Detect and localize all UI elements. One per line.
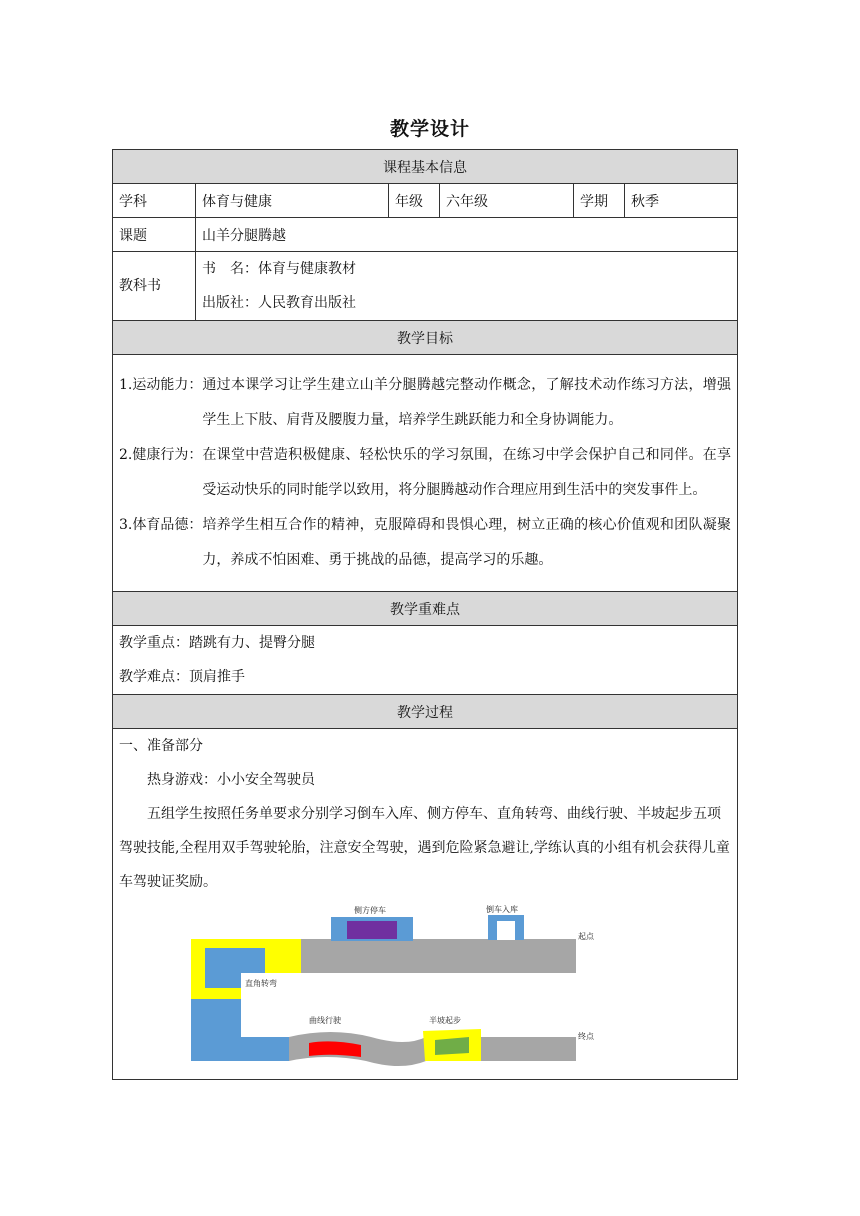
term-value: 秋季	[625, 184, 738, 218]
section-objectives	[113, 321, 738, 355]
section-process	[113, 695, 738, 729]
teaching-focus: 教学重点：踏跳有力、提臀分腿	[119, 635, 315, 651]
section-header: 教学目标	[113, 321, 738, 355]
section-header: 课程基本信息	[113, 150, 738, 184]
label-right-turn: 直角转弯	[245, 979, 277, 988]
side-parking-car	[347, 921, 397, 939]
objective-text: 在课堂中营造积极健康、轻松快乐的学习氛围，在练习中学会保护自己和同伴。在享受运动快乐的同时能学以致用，将分腿腾越动作合理应用到生活中的突发事件上。	[202, 447, 732, 498]
label-hill-start: 半坡起步	[429, 1016, 461, 1025]
objectives-row	[113, 355, 738, 592]
textbook-row	[113, 252, 738, 321]
objective-item	[119, 508, 731, 578]
objective-item	[119, 368, 731, 438]
book-name: 书 名：体育与健康教材	[202, 261, 356, 277]
section-basic-info	[113, 150, 738, 184]
label-start: 起点	[578, 932, 594, 941]
warmup-game: 热身游戏：小小安全驾驶员	[147, 772, 315, 788]
driving-course-diagram	[191, 905, 594, 1062]
reverse-parking-slot	[497, 921, 515, 940]
topic-label: 课题	[113, 218, 196, 252]
top-road	[301, 939, 576, 973]
game-description: 五组学生按照任务单要求分别学习倒车入库、侧方停车、直角转弯、曲线行驶、半坡起步五项驾驶技能,全程用双手驾驶轮胎，注意安全驾驶，遇到危险紧急避让,学练认真的小组有机会获得儿童车驾驶证奖励。	[119, 806, 730, 890]
objective-text: 培养学生相互合作的精神，克服障碍和畏惧心理，树立正确的核心价值观和团队凝聚力，养成不怕困难、勇于挑战的品德，提高学习的乐趣。	[202, 517, 732, 568]
curve-car	[309, 1041, 361, 1057]
key-points-row	[113, 626, 738, 695]
grade-value: 六年级	[440, 184, 574, 218]
topic-row	[113, 218, 738, 252]
label-curve: 曲线行驶	[309, 1016, 341, 1025]
term-label: 学期	[574, 184, 625, 218]
part-heading: 一、准备部分	[119, 738, 203, 754]
subject-value: 体育与健康	[196, 184, 389, 218]
lesson-plan-table	[112, 149, 738, 1080]
topic-value: 山羊分腿腾越	[196, 218, 738, 252]
objective-label: 3.体育品德：	[119, 517, 203, 533]
label-reverse-parking: 倒车入库	[486, 905, 518, 914]
objective-label: 1.运动能力：	[119, 377, 203, 393]
section-header: 教学过程	[113, 695, 738, 729]
subject-row	[113, 184, 738, 218]
objective-item	[119, 438, 731, 508]
publisher: 出版社：人民教育出版社	[202, 295, 356, 311]
textbook-label: 教科书	[119, 278, 161, 294]
document-title: 教学设计	[389, 118, 470, 140]
bottom-blue	[191, 1037, 289, 1061]
objective-text: 通过本课学习让学生建立山羊分腿腾越完整动作概念，了解技术动作练习方法，增强学生上下肢、肩背及腰腹力量，培养学生跳跃能力和全身协调能力。	[202, 377, 732, 428]
label-side-parking: 侧方停车	[354, 906, 386, 915]
process-row	[113, 729, 738, 1080]
teaching-difficulty: 教学难点：顶肩推手	[119, 669, 245, 685]
hill-start-car	[435, 1037, 469, 1055]
label-end: 终点	[578, 1032, 594, 1041]
section-header: 教学重难点	[113, 592, 738, 626]
subject-label: 学科	[113, 184, 196, 218]
section-key-points	[113, 592, 738, 626]
objective-label: 2.健康行为：	[119, 447, 203, 463]
grade-label: 年级	[389, 184, 440, 218]
